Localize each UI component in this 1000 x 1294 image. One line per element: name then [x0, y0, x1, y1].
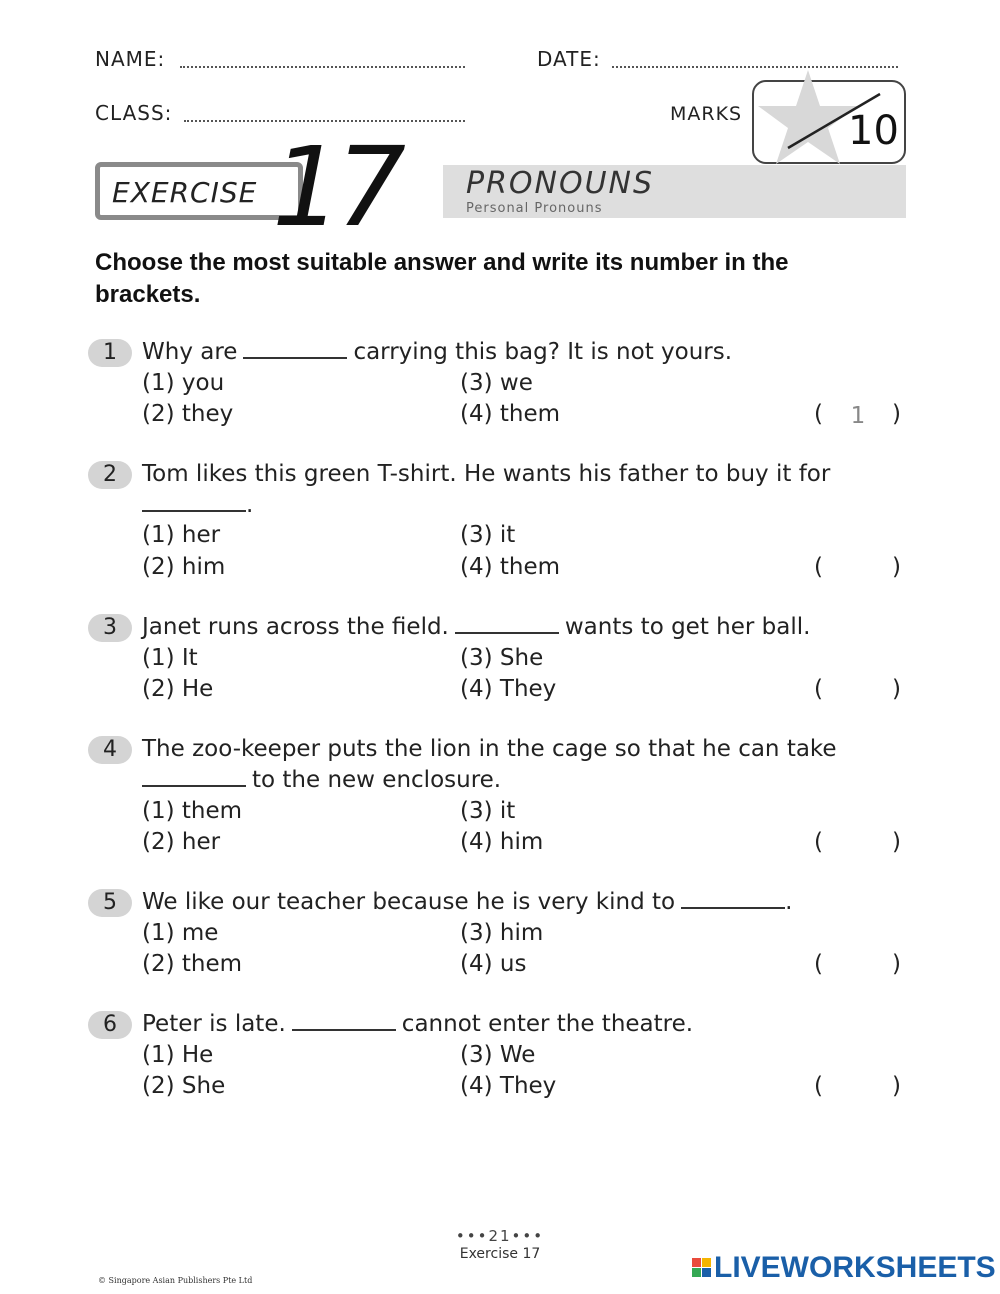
question-text-line-2: to the new enclosure. [142, 767, 501, 793]
answer-blank [455, 632, 559, 634]
option: (2) He [142, 676, 214, 702]
name-field[interactable] [180, 66, 465, 68]
class-label: CLASS: [95, 101, 173, 125]
question-text: We like our teacher because he is very kind to . [142, 889, 793, 915]
bracket-open: ( [814, 401, 823, 427]
question-text: Janet runs across the field. wants to get her ball. [142, 614, 811, 640]
option: (1) He [142, 1042, 214, 1068]
bracket-open: ( [814, 951, 823, 977]
option: (1) you [142, 370, 225, 396]
answer-blank [243, 357, 347, 359]
option: (3) She [460, 645, 544, 671]
page-number: •••21••• [455, 1227, 545, 1245]
answer-blank [292, 1029, 396, 1031]
question-text: The zoo-keeper puts the lion in the cage so that he can take [142, 736, 837, 762]
option: (2) them [142, 951, 243, 977]
option: (4) them [460, 554, 561, 580]
option: (1) her [142, 522, 221, 548]
answer-blank [142, 510, 246, 512]
option: (1) them [142, 798, 243, 824]
question-text: Peter is late. cannot enter the theatre. [142, 1011, 694, 1037]
liveworksheets-logo-icon [692, 1258, 712, 1278]
marks-total: 10 [848, 108, 899, 154]
class-field[interactable] [184, 120, 465, 122]
date-label: DATE: [537, 47, 601, 71]
option: (3) it [460, 522, 516, 548]
option: (3) We [460, 1042, 536, 1068]
option: (3) we [460, 370, 533, 396]
exercise-number: 17 [272, 123, 400, 251]
marks-label: MARKS [670, 103, 743, 125]
bracket-open: ( [814, 829, 823, 855]
question-number-badge: 5 [88, 889, 132, 917]
option: (2) her [142, 829, 221, 855]
liveworksheets-logo[interactable]: LIVEWORKSHEETS [714, 1251, 996, 1284]
answer-blank [142, 785, 246, 787]
footer-exercise: Exercise 17 [459, 1246, 541, 1262]
question-number-badge: 6 [88, 1011, 132, 1039]
bracket-open: ( [814, 1073, 823, 1099]
option: (3) him [460, 920, 544, 946]
question-number-badge: 1 [88, 339, 132, 367]
option: (4) They [460, 676, 557, 702]
option: (4) They [460, 1073, 557, 1099]
question-text: Why are carrying this bag? It is not yours. [142, 339, 733, 365]
option: (4) them [460, 401, 561, 427]
exercise-word: EXERCISE [112, 176, 258, 209]
answer-blank [681, 907, 785, 909]
topic-title: PRONOUNS [466, 166, 655, 201]
option: (2) they [142, 401, 234, 427]
marks-score-field[interactable] [790, 118, 840, 148]
instruction-line-1: Choose the most suitable answer and write its number in the [95, 249, 789, 276]
bracket-close: ) [892, 1073, 901, 1099]
option: (2) him [142, 554, 226, 580]
question-number-badge: 4 [88, 736, 132, 764]
bracket-close: ) [892, 829, 901, 855]
bracket-open: ( [814, 676, 823, 702]
question-number-badge: 2 [88, 461, 132, 489]
bracket-close: ) [892, 676, 901, 702]
instruction-line-2: brackets. [95, 281, 201, 308]
question-text-line-2: . [142, 492, 253, 518]
question-number-badge: 3 [88, 614, 132, 642]
bracket-close: ) [892, 951, 901, 977]
option: (1) me [142, 920, 219, 946]
name-label: NAME: [95, 47, 166, 71]
option: (1) It [142, 645, 198, 671]
bracket-close: ) [892, 554, 901, 580]
answer-field[interactable]: 1 [850, 403, 866, 429]
bracket-open: ( [814, 554, 823, 580]
topic-subtitle: Personal Pronouns [466, 201, 603, 216]
option: (2) She [142, 1073, 226, 1099]
copyright: © Singapore Asian Publishers Pte Ltd [98, 1276, 253, 1285]
option: (3) it [460, 798, 516, 824]
option: (4) him [460, 829, 544, 855]
question-text: Tom likes this green T-shirt. He wants his father to buy it for [142, 461, 831, 487]
bracket-close: ) [892, 401, 901, 427]
option: (4) us [460, 951, 527, 977]
